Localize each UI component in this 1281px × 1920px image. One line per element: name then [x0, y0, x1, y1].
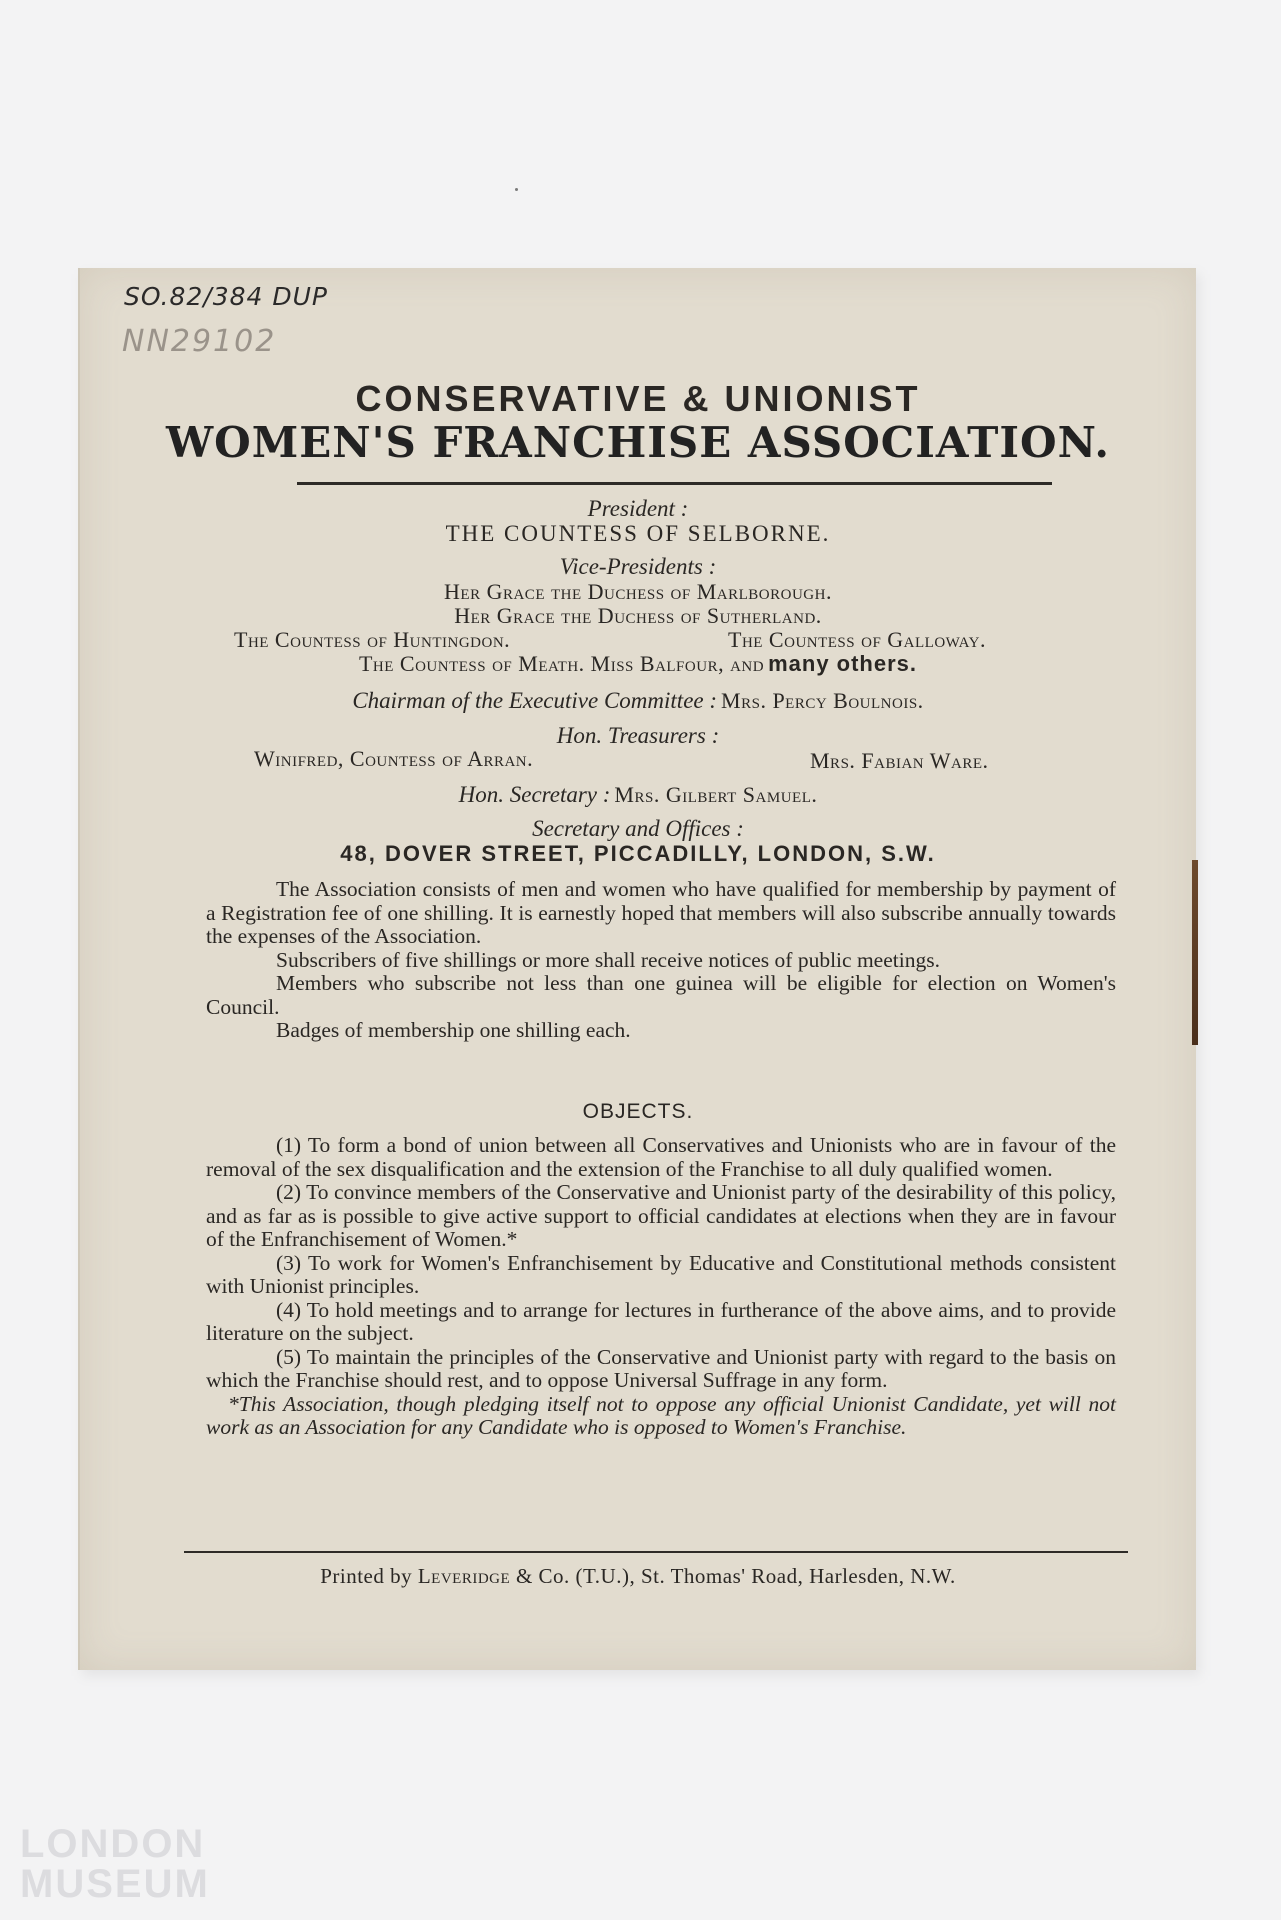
vice-president-3a: The Countess of Huntingdon. [234, 627, 511, 652]
treasurers-label: Hon. Treasurers : [556, 723, 720, 748]
membership-para-4: Badges of membership one shilling each. [276, 1018, 631, 1042]
vice-presidents-label: Vice-Presidents : [559, 554, 717, 579]
membership-para-2: Subscribers of five shillings or more shall receive notices of public meetings. [276, 947, 940, 972]
membership-para-3: Members who subscribe not less than one guinea will be eligible for election on Women's Council. [206, 971, 1116, 1019]
chairman-label: Chairman of the Executive Committee : [352, 688, 718, 713]
watermark-line-2: MUSEUM [20, 1862, 210, 1906]
object-item-5: (5) To maintain the principles of the Conservative and Unionist party with regard to the basis on which the Franchise should rest, and to oppose Universal Suffrage in any form. [206, 1344, 1116, 1392]
handwritten-id-number: NN29102 [122, 324, 277, 359]
president-name: THE COUNTESS OF SELBORNE. [445, 521, 831, 546]
vice-president-1: Her Grace the Duchess of Marlborough. [444, 579, 832, 604]
object-item-1: (1) To form a bond of union between all Conservatives and Unionists who are in favour of the removal of the sex disqualification and the extension of the Franchise to all duly qualified women. [206, 1133, 1116, 1181]
printer-address: & Co. (T.U.), St. Thomas' Road, Harlesden, N.W. [515, 1564, 956, 1588]
heading-line-2: WOMEN'S FRANCHISE ASSOCIATION. [166, 418, 1110, 467]
binding-tab [1192, 860, 1198, 1045]
vice-president-4 [80, 651, 1196, 677]
treasurer-1: Winifred, Countess of Arran. [254, 746, 534, 771]
object-item-4: (4) To hold meetings and to arrange for lectures in furtherance of the above aims, and to provide literature on the subject. [206, 1297, 1116, 1345]
objects-list [206, 1134, 1116, 1440]
watermark-line-1: LONDON [20, 1822, 206, 1866]
museum-watermark [20, 1824, 210, 1904]
chairman-name: Mrs. Percy Boulnois. [721, 688, 924, 713]
printer-imprint [80, 1564, 1196, 1589]
objects-footnote: *This Association, though pledging itself not to oppose any official Unionist Candidate, yet will not work as an Association for any Candidate who is opposed to Women's Franchise. [206, 1391, 1116, 1439]
many-others: many others. [768, 651, 918, 676]
footer-rule [184, 1551, 1128, 1553]
offices-address: 48, DOVER STREET, PICCADILLY, LONDON, S.W. [340, 841, 936, 866]
object-item-3: (3) To work for Women's Enfranchisement by Educative and Constitutional methods consistent with Unionist principles. [206, 1250, 1116, 1298]
handwritten-ref-number: SO.82/384 DUP [124, 282, 329, 311]
chairman-line [80, 688, 1196, 714]
heading-line-1: CONSERVATIVE & UNIONIST [355, 378, 921, 419]
membership-text [206, 878, 1116, 1043]
president-label: President : [587, 496, 689, 521]
vice-president-2: Her Grace the Duchess of Sutherland. [454, 603, 822, 628]
leaflet-card [78, 268, 1196, 1670]
vice-president-3b: The Countess of Galloway. [728, 627, 986, 652]
printer-name: Leveridge [417, 1564, 511, 1588]
dust-speck [515, 188, 518, 191]
object-item-2: (2) To convince members of the Conservative and Unionist party of the desirability of this policy, and as far as is possible to give active support to official candidates at elections when they are in favour of the Enfranchisement of Women.* [206, 1180, 1116, 1251]
objects-heading: OBJECTS. [582, 1100, 694, 1123]
treasurer-2: Mrs. Fabian Ware. [810, 748, 989, 773]
secretary-name: Mrs. Gilbert Samuel. [614, 782, 818, 807]
offices-label: Secretary and Offices : [532, 816, 744, 841]
heading-rule [297, 482, 1052, 485]
secretary-label: Hon. Secretary : [458, 782, 611, 807]
printed-by: Printed by [320, 1564, 413, 1588]
secretary-line [80, 782, 1196, 808]
vice-president-4a: The Countess of Meath. Miss Balfour, and [358, 651, 765, 676]
membership-para-1: The Association consists of men and women who have qualified for membership by payment of a Registration fee of one shilling. It is earnestly hoped that members will also subscribe annually towards the expenses of the Association. [206, 877, 1116, 948]
